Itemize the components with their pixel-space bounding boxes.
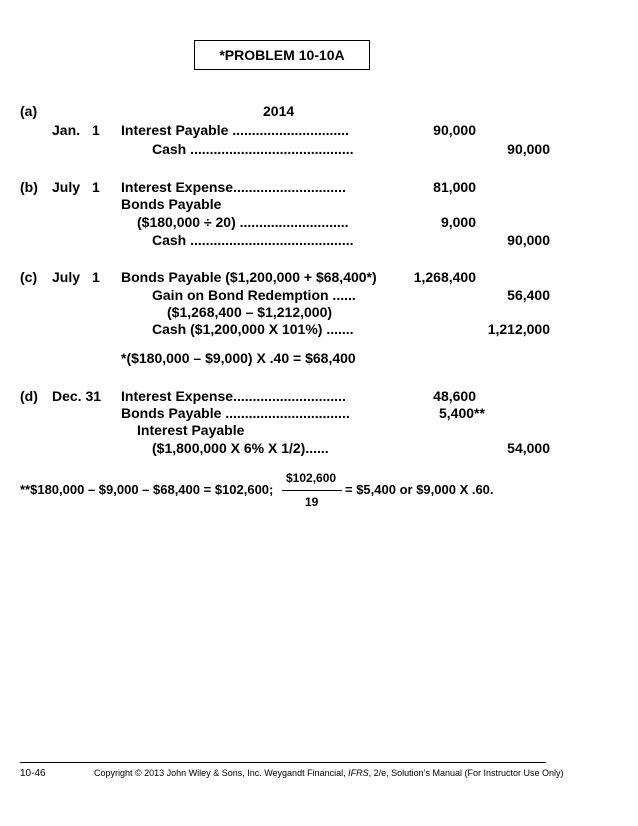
copyright-text: Copyright © 2013 John Wiley & Sons, Inc. Weygandt Financial, [94,768,349,778]
part-c-note: *($180,000 – $9,000) X .40 = $68,400 [121,350,356,366]
part-a-line2-credit: 90,000 [507,141,550,157]
part-c-line1: Bonds Payable ($1,200,000 + $68,400*) [121,269,377,285]
part-c-line2: Gain on Bond Redemption ...... [152,287,356,303]
part-a-day: 1 [92,122,100,138]
part-b-line1: Interest Expense............................. [121,179,346,195]
part-d-line1-debit: 48,600 [433,388,476,404]
part-b-line3: ($180,000 ÷ 20) ............................ [137,214,349,230]
copyright-italic: IFRS [348,768,369,778]
part-a-date: Jan. [52,122,81,138]
part-b-line4-credit: 90,000 [507,232,550,248]
footnote-numerator: $102,600 [286,471,337,485]
part-d-line4: ($1,800,000 X 6% X 1/2)...... [152,440,329,456]
year-heading: 2014 [263,103,295,119]
fraction-bar [282,490,342,491]
part-b-line1-debit: 81,000 [433,179,476,195]
part-d-line4-credit: 54,000 [507,440,550,456]
part-b-line4: Cash .......................................... [152,232,354,248]
part-a-line2: Cash .......................................... [152,141,354,157]
problem-title: *PROBLEM 10-10A [219,47,345,63]
part-a-label: (a) [20,103,38,119]
footnote-left: **$180,000 – $9,000 – $68,400 = $102,600; [20,482,274,497]
page-number: 10-46 [20,768,46,779]
copyright-rest: , 2/e, Solution’s Manual (For Instructor Use Only) [368,768,564,778]
part-b-line2: Bonds Payable [121,196,222,212]
part-a-line1-debit: 90,000 [433,122,476,138]
part-c-line3: ($1,268,400 – $1,212,000) [167,304,333,320]
part-c-line4: Cash ($1,200,000 X 101%) ....... [152,321,354,337]
part-d-line2: Bonds Payable ................................ [121,405,350,421]
footer-rule [20,762,546,763]
part-c-day: 1 [92,269,100,285]
part-b-line3-debit: 9,000 [440,214,476,230]
footnote-right: = $5,400 or $9,000 X .60. [345,482,494,497]
part-c-line4-credit: 1,212,000 [487,321,550,337]
part-c-line2-credit: 56,400 [507,287,550,303]
part-b-label: (b) [20,179,38,195]
copyright-line [94,768,564,779]
part-d-line2-debit: 5,400** [439,405,485,421]
part-d-label: (d) [20,388,38,404]
part-b-day: 1 [92,179,100,195]
part-c-line1-debit: 1,268,400 [413,269,476,285]
part-b-date: July [52,179,81,195]
part-a-line1: Interest Payable .............................. [121,122,349,138]
part-d-line3: Interest Payable [137,422,245,438]
part-c-date: July [52,269,81,285]
part-d-date: Dec. 31 [52,388,102,404]
part-c-label: (c) [20,269,38,285]
footnote-denominator: 19 [305,495,319,509]
part-d-line1: Interest Expense............................. [121,388,346,404]
problem-title-box [194,40,370,70]
